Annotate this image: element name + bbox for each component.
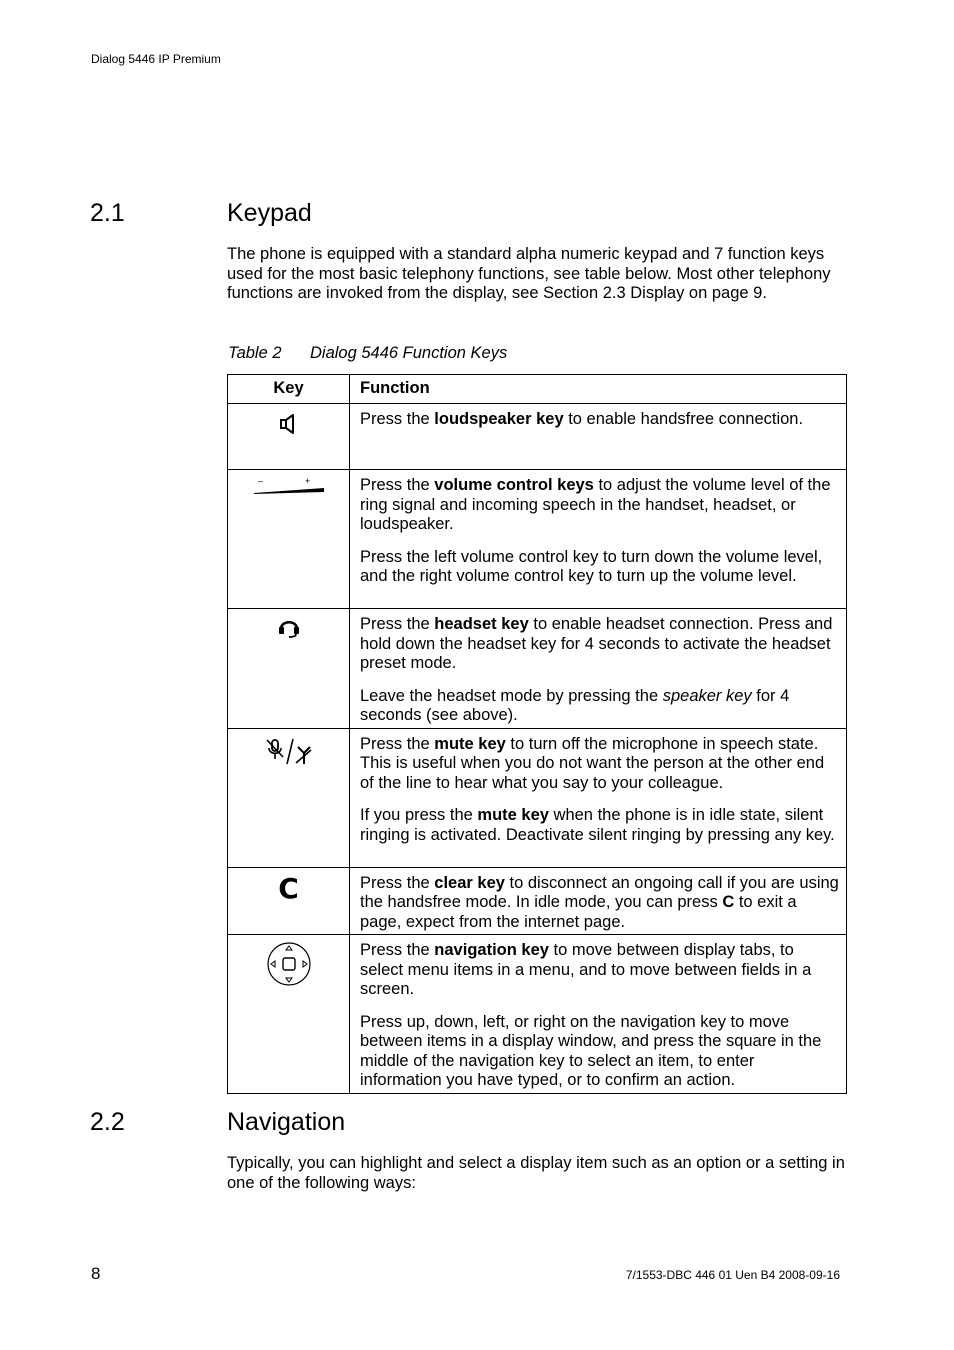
table-header-row bbox=[228, 375, 847, 404]
running-header: Dialog 5446 IP Premium bbox=[91, 52, 221, 66]
function-cell bbox=[350, 404, 847, 470]
function-cell bbox=[350, 867, 847, 935]
key-cell bbox=[228, 867, 350, 935]
key-letter: C bbox=[722, 893, 735, 911]
table-caption bbox=[228, 344, 507, 363]
key-name: volume control keys bbox=[434, 476, 594, 494]
column-header-key: Key bbox=[228, 375, 350, 404]
function-description: Press the loudspeaker key to enable handsfree connection. bbox=[360, 410, 804, 428]
function-cell bbox=[350, 609, 847, 729]
key-name-italic: speaker key bbox=[662, 686, 752, 705]
key-name: navigation key bbox=[434, 941, 549, 959]
key-cell bbox=[228, 935, 350, 1094]
table-row bbox=[228, 728, 847, 867]
table-row bbox=[228, 935, 847, 1094]
section-number-navigation: 2.2 bbox=[90, 1108, 125, 1136]
navigation-intro-paragraph: Typically, you can highlight and select a display item such as an option or a setting in one of the following ways: bbox=[227, 1154, 845, 1192]
function-description: Press the headset key to enable headset connection. Press and hold down the headset key for 4 seconds to activate the headset preset mode. bbox=[360, 615, 833, 672]
function-cell bbox=[350, 470, 847, 609]
function-keys-table bbox=[227, 374, 847, 1094]
function-description-detail: Press the left volume control key to turn down the volume level, and the right volume control key to turn up the volume level. bbox=[360, 547, 823, 585]
key-cell bbox=[228, 470, 350, 609]
clear-key-icon: C bbox=[278, 871, 299, 905]
document-id: 7/1553-DBC 446 01 Uen B4 2008-09-16 bbox=[625, 1268, 840, 1282]
function-description: Press the navigation key to move between display tabs, to select menu items in a menu, and to move between fields in a screen. bbox=[360, 941, 812, 998]
key-name: mute key bbox=[434, 734, 506, 753]
table-caption-title: Dialog 5446 Function Keys bbox=[310, 344, 508, 362]
loudspeaker-icon bbox=[278, 413, 300, 435]
function-description: Press the clear key to disconnect an ongoing call if you are using the handsfree mode. In idle mode, you can press C to exit a page, expect from the internet page. bbox=[360, 873, 839, 931]
key-name: mute key bbox=[477, 806, 549, 824]
key-cell bbox=[228, 728, 350, 867]
table-caption-number: Table 2 bbox=[228, 344, 282, 362]
function-cell bbox=[350, 728, 847, 867]
table-row bbox=[228, 470, 847, 609]
key-name: headset key bbox=[434, 615, 529, 633]
page-number: 8 bbox=[91, 1264, 101, 1283]
section-title-navigation: Navigation bbox=[227, 1108, 346, 1136]
function-cell bbox=[350, 935, 847, 1094]
section-number-keypad: 2.1 bbox=[90, 199, 125, 227]
function-description-detail: If you press the mute key when the phone is in idle state, silent ringing is activated. Deactivate silent ringing by pressing any key. bbox=[360, 806, 835, 844]
column-header-function: Function bbox=[350, 375, 847, 404]
table-row bbox=[228, 404, 847, 470]
key-name: loudspeaker key bbox=[434, 410, 564, 428]
section-title-keypad: Keypad bbox=[227, 199, 312, 227]
function-description-detail: Press up, down, left, or right on the navigation key to move between items in a display window, and press the square in the middle of the navigation key to select an item, to enter information you have typed, or to confirm an action. bbox=[360, 1012, 822, 1089]
table-row bbox=[228, 609, 847, 729]
table-row bbox=[228, 867, 847, 935]
key-name: clear key bbox=[434, 873, 505, 892]
keypad-intro-paragraph: The phone is equipped with a standard alpha numeric keypad and 7 function keys used for the most basic telephony functions, see table below. Most other telephony functions are invoked from the display, see Section 2.3 Display on page 9. bbox=[227, 245, 831, 302]
headset-icon bbox=[277, 615, 301, 639]
function-description: Press the volume control keys to adjust the volume level of the ring signal and incoming speech in the handset, headset, or loudspeaker. bbox=[360, 476, 831, 533]
volume-control-icon bbox=[252, 476, 326, 496]
volume-minus-label: – bbox=[257, 476, 263, 486]
function-description: Press the mute key to turn off the microphone in speech state. This is useful when you do not want the person at the other end of the line to hear what you say to your colleague. bbox=[360, 734, 825, 792]
key-cell bbox=[228, 404, 350, 470]
navigation-key-icon bbox=[266, 941, 312, 987]
mute-icon bbox=[264, 737, 314, 767]
key-cell bbox=[228, 609, 350, 729]
function-description-detail: Leave the headset mode by pressing the speaker key for 4 seconds (see above). bbox=[360, 686, 790, 724]
volume-plus-label: + bbox=[304, 476, 310, 486]
